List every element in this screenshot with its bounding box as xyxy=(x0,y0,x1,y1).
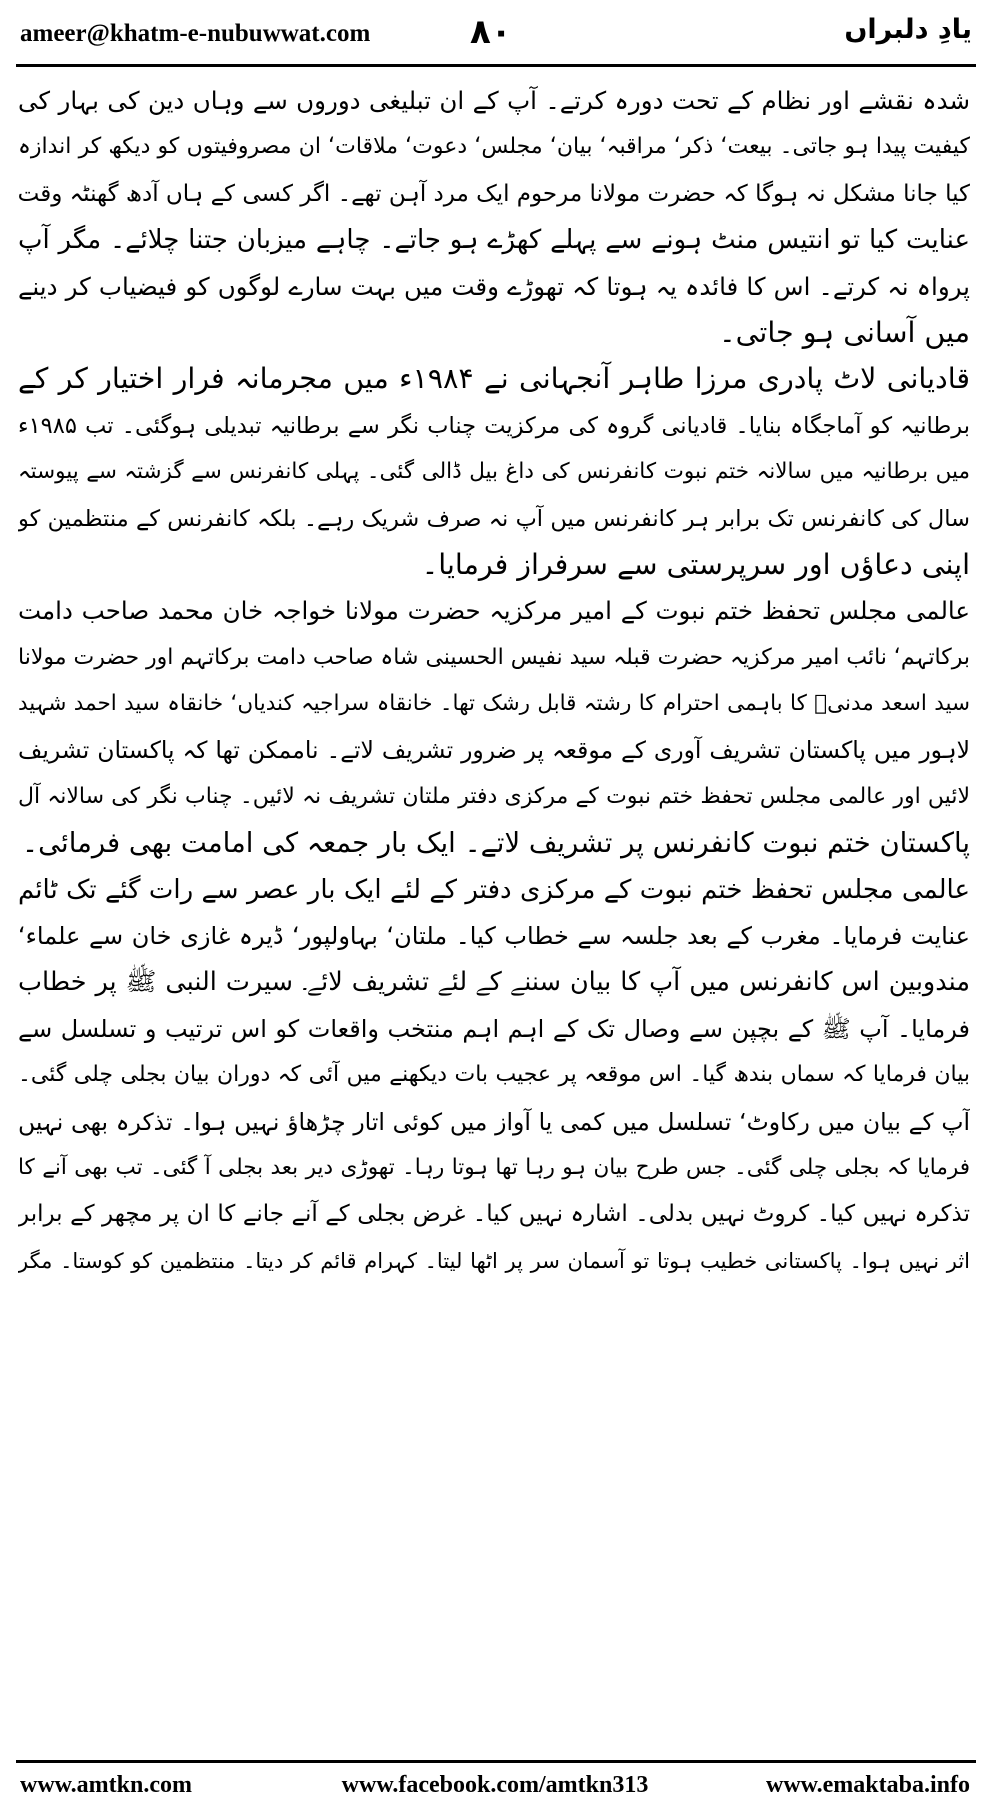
header-email: ameer@khatm-e-nubuwwat.com xyxy=(20,20,371,47)
text-line: فرمایا۔ آپ ﷺ کے بچپن سے وصال تک کے اہم اہم منتخب واقعات کو اس ترتیب و تسلسل سے xyxy=(18,1014,970,1043)
text-line: عنایت کیا تو انتیس منٹ ہونے سے پہلے کھڑے ہو جاتے۔ چاہے میزبان جتنا چلائے۔ مگر آپ xyxy=(18,225,970,256)
text-line: کیفیت پیدا ہو جاتی۔ بیعت‘ ذکر‘ مراقبہ‘ بیان‘ مجلس‘ دعوت‘ ملاقات‘ ان مصروفیتوں کو دیکھ کر اندازہ xyxy=(18,134,970,160)
text-line: برطانیہ کو آماجگاہ بنایا۔ قادیانی گروہ کی مرکزیت چناب نگر سے برطانیہ تبدیلی ہوگئی۔ تب ۱۹۸۵ء xyxy=(18,412,970,439)
text-line: اثر نہیں ہوا۔ پاکستانی خطیب ہوتا تو آسمان سر پر اٹھا لیتا۔ کہرام قائم کر دیتا۔ منتظمین کو کوستا۔ مگر xyxy=(18,1248,970,1273)
text-line: مندوبین اس کانفرنس میں آپ کا بیان سننے کے لئے تشریف لائے۔ سیرت النبی ﷺ پر خطاب xyxy=(18,967,970,998)
text-line: سید اسعد مدنیؒ کا باہمی احترام کا رشتہ قابل رشک تھا۔ خانقاہ سراجیہ کندیاں‘ خانقاہ سید احمد شہید xyxy=(18,691,970,717)
text-line: آپ کے بیان میں رکاوٹ‘ تسلسل میں کمی یا آواز میں کوئی اتار چڑھاؤ نہیں ہوا۔ تذکرہ بھی نہیں xyxy=(18,1107,970,1136)
page-body xyxy=(18,78,970,1284)
page-header xyxy=(0,0,990,62)
text-line: اپنی دعاؤں اور سرپرستی سے سرفراز فرمایا۔ xyxy=(421,547,970,581)
text-line: بیان فرمایا کہ سماں بندھ گیا۔ اس موقعہ پر عجیب بات دیکھنے میں آئی کہ دوران بیان بجلی چلی گئی۔ xyxy=(18,1062,970,1088)
text-line: تذکرہ نہیں کیا۔ کروٹ نہیں بدلی۔ اشارہ نہیں کیا۔ غرض بجلی کے آنے جانے کا ان پر مچھر کے برابر xyxy=(18,1201,970,1228)
footer-link-amtkn: www.amtkn.com xyxy=(20,1772,192,1798)
text-line: پاکستان ختم نبوت کانفرنس پر تشریف لاتے۔ ایک بار جمعہ کی امامت بھی فرمائی۔ xyxy=(22,827,970,860)
header-rule xyxy=(16,64,976,67)
text-line: میں برطانیہ میں سالانہ ختم نبوت کانفرنس کی داغ بیل ڈالی گئی۔ پہلی کانفرنس سے گزشتہ سے پیوستہ xyxy=(18,459,970,485)
text-line: کیا جانا مشکل نہ ہوگا کہ حضرت مولانا مرحوم ایک مرد آہن تھے۔ اگر کسی کے ہاں آدھ گھنٹہ وقت xyxy=(18,180,970,207)
text-line: برکاتہم‘ نائب امیر مرکزیہ حضرت قبلہ سید نفیس الحسینی شاہ صاحب دامت برکاتہم اور حضرت مولانا xyxy=(18,644,970,670)
text-line: عالمی مجلس تحفظ ختم نبوت کے مرکزی دفتر کے لئے ایک بار عصر سے رات گئے تک ٹائم xyxy=(18,874,970,905)
page-number: ۸۰ xyxy=(470,12,512,52)
footer-link-facebook: www.facebook.com/amtkn313 xyxy=(341,1772,649,1798)
footer-rule xyxy=(16,1760,976,1763)
text-line: لاہور میں پاکستان تشریف آوری کے موقعہ پر ضرور تشریف لاتے۔ ناممکن تھا کہ پاکستان تشریف xyxy=(18,736,970,765)
book-title: یادِ دلبراں xyxy=(844,14,972,45)
text-line: شدہ نقشے اور نظام کے تحت دورہ کرتے۔ آپ کے ان تبلیغی دوروں سے وہاں دین کی بہار کی xyxy=(18,86,970,115)
text-line: عالمی مجلس تحفظ ختم نبوت کے امیر مرکزیہ حضرت مولانا خواجہ خان محمد صاحب دامت xyxy=(18,596,970,626)
text-line: قادیانی لاٹ پادری مرزا طاہر آنجہانی نے ۱۹۸۴ء میں مجرمانہ فرار اختیار کر کے xyxy=(18,362,970,396)
text-line: میں آسانی ہو جاتی۔ xyxy=(718,315,970,349)
text-line: پرواہ نہ کرتے۔ اس کا فائدہ یہ ہوتا کہ تھوڑے وقت میں بہت سارے لوگوں کو فیضیاب کر دینے xyxy=(18,271,970,301)
text-line: فرمایا کہ بجلی چلی گئی۔ جس طرح بیان ہو رہا تھا ہوتا رہا۔ تھوڑی دیر بعد بجلی آ گئی۔ تب بھی آنے کا xyxy=(18,1154,970,1180)
footer-link-emaktaba: www.emaktaba.info xyxy=(765,1772,970,1798)
text-line: سال کی کانفرنس تک برابر ہر کانفرنس میں آپ نہ صرف شریک رہے۔ بلکہ کانفرنس کے منتظمین کو xyxy=(18,505,970,532)
text-line: عنایت فرمایا۔ مغرب کے بعد جلسہ سے خطاب کیا۔ ملتان‘ بہاولپور‘ ڈیرہ غازی خان سے علماء‘ xyxy=(18,922,970,951)
text-line: لائیں اور عالمی مجلس تحفظ ختم نبوت کے مرکزی دفتر ملتان تشریف نہ لائیں۔ چناب نگر کی سالانہ آل xyxy=(18,783,970,809)
page-footer xyxy=(0,1772,990,1812)
